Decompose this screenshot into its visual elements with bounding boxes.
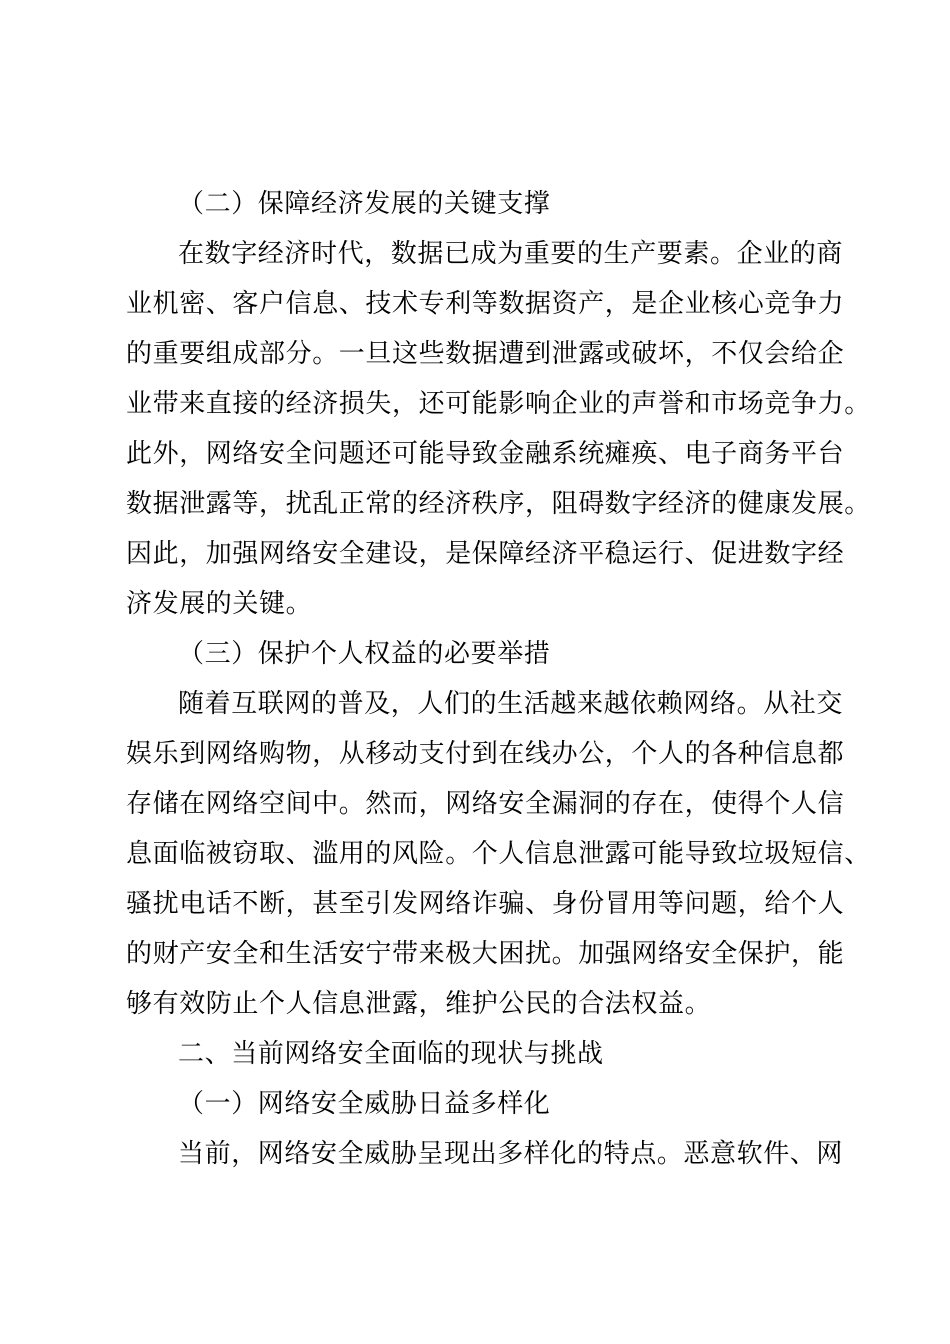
paragraph-line: 在数字经济时代，数据已成为重要的生产要素。企业的商 xyxy=(178,239,844,269)
paragraph-line: 此外，网络安全问题还可能导致金融系统瘫痪、电子商务平台 xyxy=(126,439,845,469)
paragraph-line: 娱乐到网络购物，从移动支付到在线办公，个人的各种信息都 xyxy=(126,739,845,769)
paragraph-line: 够有效防止个人信息泄露，维护公民的合法权益。 xyxy=(126,989,712,1019)
paragraph-line: 存储在网络空间中。然而，网络安全漏洞的存在，使得个人信 xyxy=(126,789,845,819)
section-heading-3: （三）保护个人权益的必要举措 xyxy=(178,639,551,669)
paragraph-line: 业带来直接的经济损失，还可能影响企业的声誉和市场竞争力。 xyxy=(126,389,871,419)
paragraph-line: 的财产安全和生活安宁带来极大困扰。加强网络安全保护，能 xyxy=(126,939,845,969)
paragraph-line: 骚扰电话不断，甚至引发网络诈骗、身份冒用等问题，给个人 xyxy=(126,889,845,919)
paragraph-line: 的重要组成部分。一旦这些数据遭到泄露或破坏，不仅会给企 xyxy=(126,339,845,369)
paragraph-line: 数据泄露等，扰乱正常的经济秩序，阻碍数字经济的健康发展。 xyxy=(126,489,871,519)
paragraph-line: 济发展的关键。 xyxy=(126,589,313,619)
section-heading-2: （二）保障经济发展的关键支撑 xyxy=(178,189,551,219)
section-heading-1: （一）网络安全威胁日益多样化 xyxy=(178,1089,551,1119)
paragraph-line: 随着互联网的普及，人们的生活越来越依赖网络。从社交 xyxy=(178,689,844,719)
paragraph-line: 息面临被窃取、滥用的风险。个人信息泄露可能导致垃圾短信、 xyxy=(126,839,871,869)
paragraph-line: 因此，加强网络安全建设，是保障经济平稳运行、促进数字经 xyxy=(126,539,845,569)
chapter-heading: 二、当前网络安全面临的现状与挑战 xyxy=(178,1039,604,1069)
paragraph-line: 当前，网络安全威胁呈现出多样化的特点。恶意软件、网 xyxy=(178,1139,844,1169)
paragraph-line: 业机密、客户信息、技术专利等数据资产，是企业核心竞争力 xyxy=(126,289,845,319)
